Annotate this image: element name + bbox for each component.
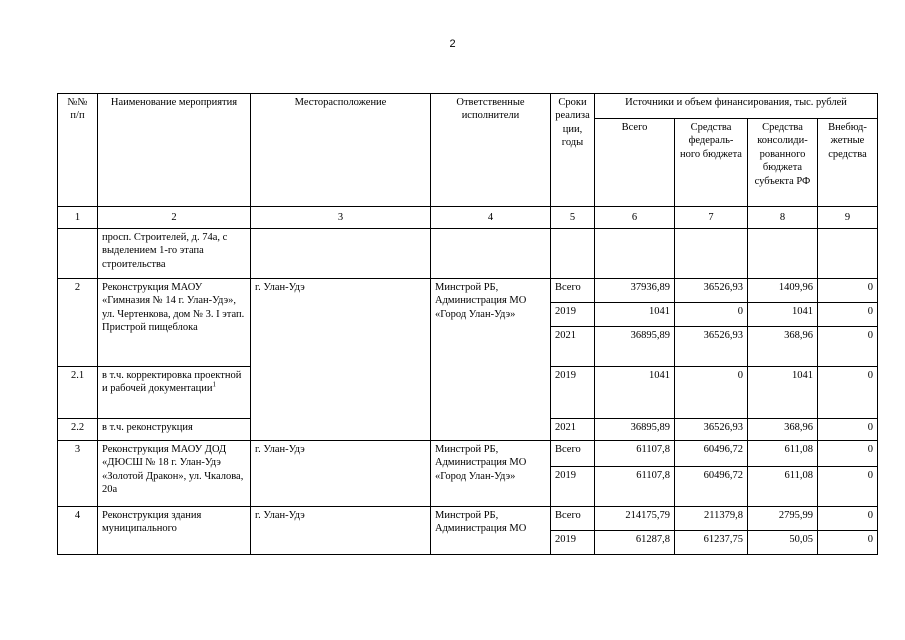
federal-cell: 36526,93 <box>675 279 748 303</box>
consolidated-cell: 368,96 <box>748 327 818 367</box>
continuation-text: просп. Строителей, д. 74а, с выделением 1-го этапа строительства <box>98 229 251 279</box>
total-cell: 1041 <box>595 367 675 419</box>
total-cell: 61287,8 <box>595 531 675 555</box>
term-cell: 2019 <box>551 303 595 327</box>
offbudget-cell: 0 <box>818 419 878 441</box>
item-name: в т.ч. реконструкция <box>98 419 251 441</box>
table-row <box>58 279 878 303</box>
item-responsible: Минстрой РБ, Администрация МО «Город Улан-Удэ» <box>431 441 551 507</box>
column-number: 9 <box>818 207 878 229</box>
item-number: 3 <box>58 441 98 507</box>
consolidated-cell: 611,08 <box>748 467 818 507</box>
federal-cell: 60496,72 <box>675 441 748 467</box>
column-number: 2 <box>98 207 251 229</box>
offbudget-cell: 0 <box>818 303 878 327</box>
total-cell: 214175,79 <box>595 507 675 531</box>
federal-cell: 0 <box>675 367 748 419</box>
total-cell: 37936,89 <box>595 279 675 303</box>
term-cell: 2021 <box>551 327 595 367</box>
federal-cell: 211379,8 <box>675 507 748 531</box>
item-number: 2 <box>58 279 98 367</box>
table-row <box>58 507 878 531</box>
term-cell: 2019 <box>551 367 595 419</box>
term-cell: Всего <box>551 441 595 467</box>
header-offbudget: Внебюд- жетные средства <box>818 119 878 207</box>
item-location: г. Улан-Удэ <box>251 441 431 507</box>
consolidated-cell: 1041 <box>748 303 818 327</box>
item-name: Реконструкция МАОУ ДОД «ДЮСШ № 18 г. Улан-Удэ «Золотой Дракон», ул. Чкалова, 20а <box>98 441 251 507</box>
column-number-row <box>58 207 878 229</box>
funding-table <box>57 93 878 555</box>
item-responsible: Минстрой РБ, Администрация МО <box>431 507 551 555</box>
header-location: Месторасположение <box>251 94 431 207</box>
header-responsible: Ответственные исполнители <box>431 94 551 207</box>
total-cell: 36895,89 <box>595 419 675 441</box>
consolidated-cell: 1409,96 <box>748 279 818 303</box>
offbudget-cell: 0 <box>818 531 878 555</box>
column-number: 4 <box>431 207 551 229</box>
item-name: Реконструкция здания муниципального <box>98 507 251 555</box>
federal-cell: 36526,93 <box>675 419 748 441</box>
item-number: 4 <box>58 507 98 555</box>
consolidated-cell: 1041 <box>748 367 818 419</box>
offbudget-cell: 0 <box>818 279 878 303</box>
item-number: 2.1 <box>58 367 98 419</box>
offbudget-cell: 0 <box>818 367 878 419</box>
header-no: №№ п/п <box>58 94 98 207</box>
item-name-cell <box>98 367 251 419</box>
total-cell: 61107,8 <box>595 467 675 507</box>
term-cell: 2021 <box>551 419 595 441</box>
header-name: Наименование мероприятия <box>98 94 251 207</box>
item-name: Реконструкция МАОУ «Гимназия № 14 г. Улан-Удэ», ул. Чертенкова, дом № 3. I этап. Пристрой пищеблока <box>98 279 251 367</box>
header-total: Всего <box>595 119 675 207</box>
total-cell: 61107,8 <box>595 441 675 467</box>
total-cell: 1041 <box>595 303 675 327</box>
item-responsible: Минстрой РБ, Администрация МО «Город Улан-Удэ» <box>431 279 551 441</box>
column-number: 6 <box>595 207 675 229</box>
term-cell: Всего <box>551 279 595 303</box>
consolidated-cell: 368,96 <box>748 419 818 441</box>
term-cell: 2019 <box>551 467 595 507</box>
federal-cell: 60496,72 <box>675 467 748 507</box>
footnote-marker: 1 <box>212 380 216 389</box>
consolidated-cell: 50,05 <box>748 531 818 555</box>
continuation-row <box>58 229 878 279</box>
header-federal: Средства федераль- ного бюджета <box>675 119 748 207</box>
page-number: 2 <box>449 38 456 50</box>
item-number: 2.2 <box>58 419 98 441</box>
offbudget-cell: 0 <box>818 507 878 531</box>
column-number: 8 <box>748 207 818 229</box>
federal-cell: 36526,93 <box>675 327 748 367</box>
offbudget-cell: 0 <box>818 467 878 507</box>
column-number: 3 <box>251 207 431 229</box>
offbudget-cell: 0 <box>818 441 878 467</box>
column-number: 7 <box>675 207 748 229</box>
item-name: в т.ч. корректировка проектной и рабочей документации <box>102 370 242 395</box>
column-number: 1 <box>58 207 98 229</box>
table-header-row <box>58 94 878 119</box>
total-cell: 36895,89 <box>595 327 675 367</box>
item-location: г. Улан-Удэ <box>251 279 431 441</box>
header-funding: Источники и объем финансирования, тыс. рублей <box>595 94 878 119</box>
offbudget-cell: 0 <box>818 327 878 367</box>
federal-cell: 0 <box>675 303 748 327</box>
consolidated-cell: 2795,99 <box>748 507 818 531</box>
item-location: г. Улан-Удэ <box>251 507 431 555</box>
term-cell: 2019 <box>551 531 595 555</box>
federal-cell: 61237,75 <box>675 531 748 555</box>
consolidated-cell: 611,08 <box>748 441 818 467</box>
header-consolidated: Средства консолиди- рованного бюджета субъекта РФ <box>748 119 818 207</box>
term-cell: Всего <box>551 507 595 531</box>
table-row <box>58 441 878 467</box>
column-number: 5 <box>551 207 595 229</box>
header-terms: Сроки реализа ции, годы <box>551 94 595 207</box>
